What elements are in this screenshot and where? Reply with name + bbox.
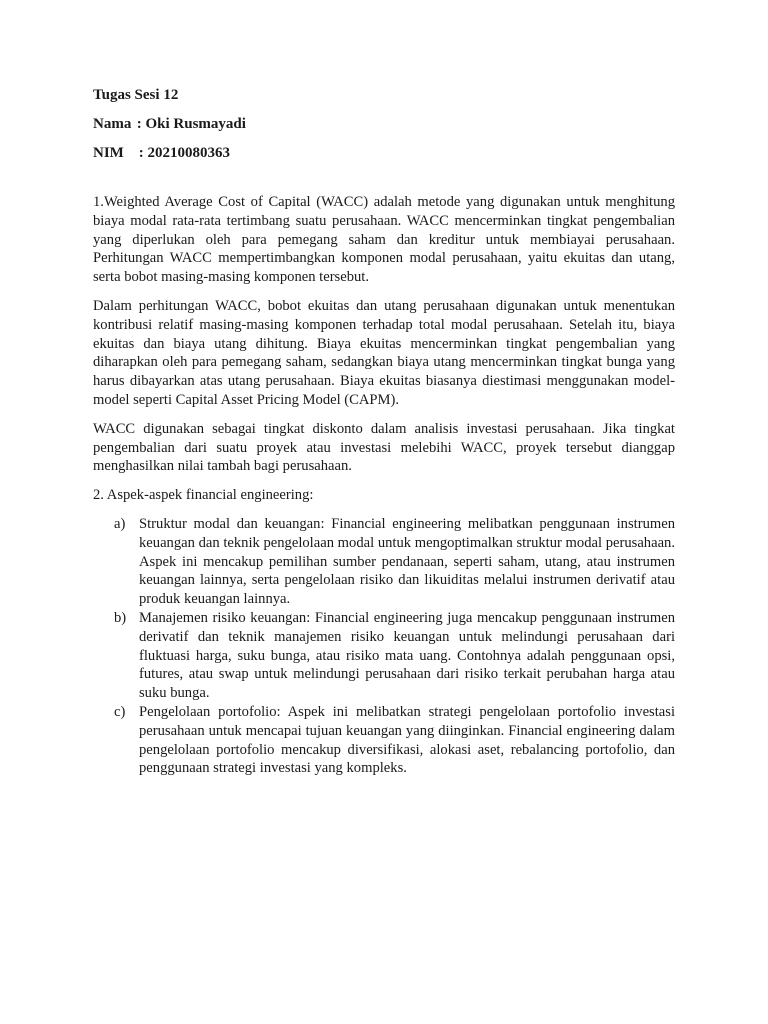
paragraph-wacc-definition: 1.Weighted Average Cost of Capital (WACC) adalah metode yang digunakan untuk menghitung biaya modal rata-rata tertimbang suatu perusahaan. WACC mencerminkan tingkat pengembalian yang diperlukan oleh para pemegang saham dan kreditur untuk membiayai perusahaan. Perhitungan WACC mempertimbangkan komponen modal perusahaan, yaitu ekuitas dan utang, serta bobot masing-masing komponen tersebut. [93, 194, 675, 286]
paragraph-wacc-calculation: Dalam perhitungan WACC, bobot ekuitas dan utang perusahaan digunakan untuk menentukan kontribusi relatif masing-masing komponen terhadap total modal perusahaan. Setelah itu, biaya ekuitas dan biaya utang dihitung. Biaya ekuitas mencerminkan tingkat pengembalian yang diharapkan oleh para pemegang saham, sedangkan biaya utang mencerminkan tingkat bunga yang harus dibayarkan atas utang perusahaan. Biaya ekuitas biasanya diestimasi menggunakan model-model seperti Capital Asset Pricing Model (CAPM). [93, 297, 675, 408]
list-item [114, 609, 675, 703]
list-item-text: Pengelolaan portofolio: Aspek ini melibatkan strategi pengelolaan portofolio investasi perusahaan untuk mencapai tujuan keuangan yang diinginkan. Financial engineering dalam pengelolaan portofolio mencakup diversifikasi, alokasi aset, rebalancing portofolio, dan penggunaan strategi investasi yang kompleks. [139, 703, 675, 777]
list-item-text: Manajemen risiko keuangan: Financial engineering juga mencakup penggunaan instrumen derivatif dan teknik manajemen risiko keuangan untuk melindungi perusahaan dari fluktuasi harga, suku bunga, atau risiko mata uang. Contohnya adalah penggunaan opsi, futures, atau swap untuk melindungi perusahaan dari risiko terkait perubahan harga atau suku bunga. [139, 609, 675, 702]
student-name-line [93, 115, 675, 133]
list-item [114, 515, 675, 609]
nim-label: NIM [93, 145, 124, 161]
paragraph-wacc-usage: WACC digunakan sebagai tingkat diskonto dalam analisis investasi perusahaan. Jika tingkat pengembalian dari suatu proyek atau investasi melebihi WACC, proyek tersebut dianggap menghasilkan nilai tambah bagi perusahaan. [93, 420, 675, 475]
list-item-marker: b) [114, 609, 127, 626]
header-spacer [93, 173, 675, 193]
list-item-text: Struktur modal dan keuangan: Financial engineering melibatkan penggunaan instrumen keuangan dan teknik pengelolaan modal untuk mengoptimalkan struktur modal perusahaan. Aspek ini mencakup pemilihan sumber pendanaan, seperti saham, utang, atau instrumen keuangan lainnya, serta pengelolaan risiko dan likuiditas melalui instrumen derivatif atau produk keuangan lainnya. [139, 515, 675, 608]
name-label: Nama [93, 116, 132, 132]
list-item-marker: a) [114, 515, 126, 532]
aspects-list [93, 515, 675, 778]
list-item [114, 703, 675, 778]
student-nim-line [93, 144, 675, 162]
section-2-heading: 2. Aspek-aspek financial engineering: [93, 487, 314, 504]
nim-value: : 20210080363 [138, 145, 230, 161]
list-item-marker: c) [114, 703, 126, 720]
document-page [93, 86, 675, 778]
assignment-title: Tugas Sesi 12 [93, 87, 179, 103]
name-value: : Oki Rusmayadi [136, 116, 246, 132]
